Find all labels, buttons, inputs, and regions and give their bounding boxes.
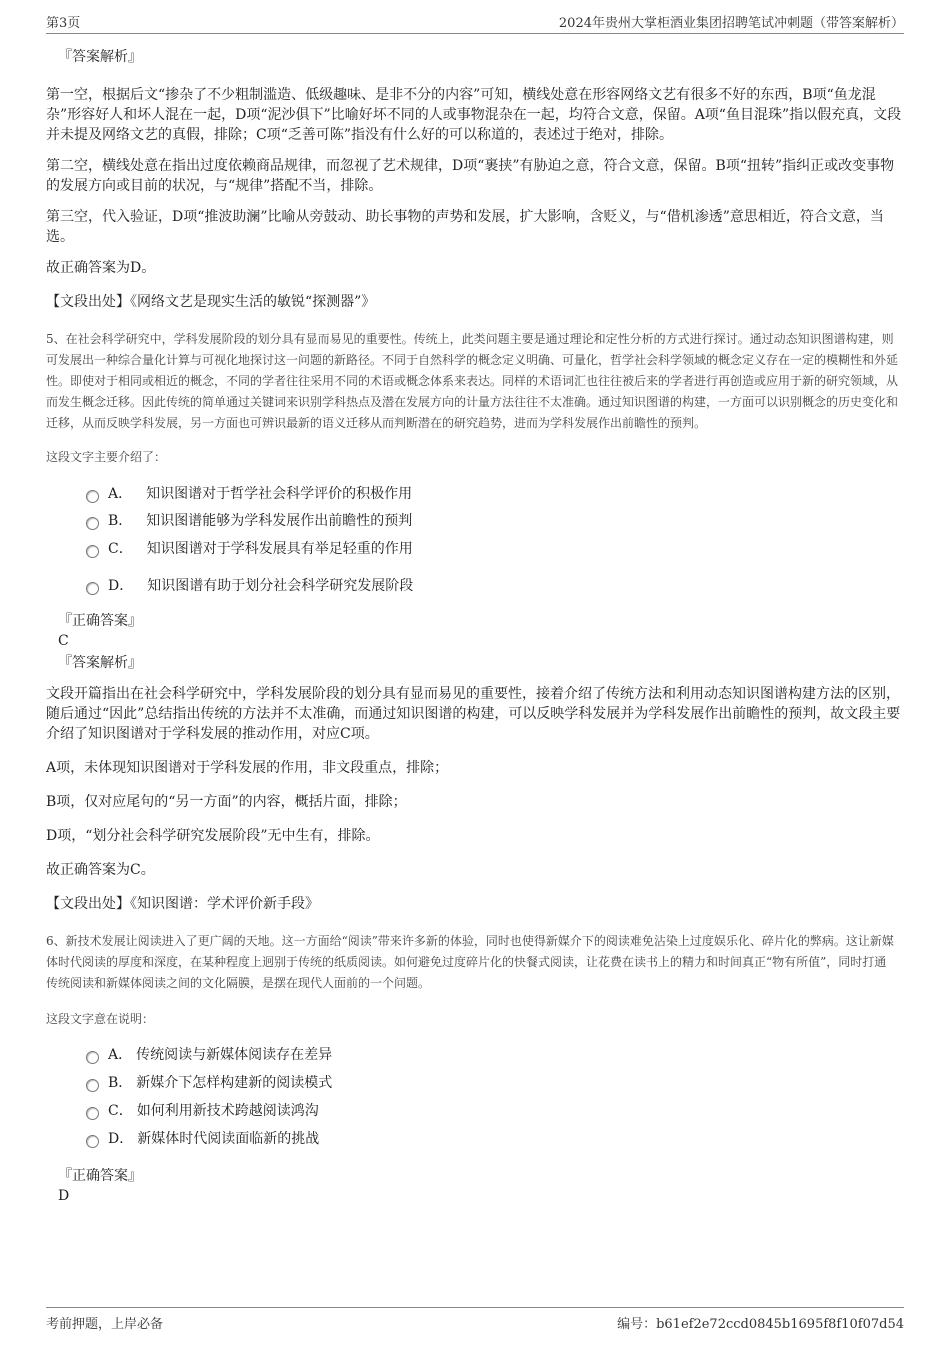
radio-icon[interactable] [86, 1051, 99, 1064]
option-text: 知识图谱能够为学科发展作出前瞻性的预判 [146, 513, 413, 529]
analysis-paragraph: 第三空，代入验证，D项“推波助澜”比喻从旁鼓动、助长事物的声势和发展，扩大影响，含贬义，与“借机渗透”意思相近，符合文意，当选。 [46, 209, 884, 245]
options-list [46, 480, 904, 599]
header-divider [46, 33, 904, 34]
option-label: B． [108, 1075, 133, 1091]
question-text: 6、新技术发展让阅读进入了更广阔的天地。这一方面给“阅读”带来许多新的体验，同时也使得新媒介下的阅读难免沾染上过度娱乐化、碎片化的弊病。这让新媒体时代阅读的厚度和深度，在某种程度上迥别于传统的纸质阅读。如何避免过度碎片化的快餐式阅读，让花费在读书上的精力和时间真正“物有所值”，同时打通传统阅读和新媒体阅读之间的文化隔膜，是摆在现代人面前的一个问题。 [46, 934, 894, 990]
radio-icon[interactable] [86, 582, 99, 595]
analysis-paragraph: 文段开篇指出在社会科学研究中，学科发展阶段的划分具有显而易见的重要性，接着介绍了传统方法和利用动态知识图谱构建方法的区别，随后通过“因此”总结指出传统的方法并不太准确，而通过知识图谱的构建，可以反映学科发展并为学科发展作出前瞻性的预判，故文段主要介绍了知识图谱对于学科发展的推动作用，对应C项。 [46, 686, 901, 742]
radio-icon[interactable] [86, 1135, 99, 1148]
radio-icon[interactable] [86, 490, 99, 503]
correct-answer-title: 『正确答案』 [58, 613, 142, 629]
option-text: 如何利用新技术跨越阅读鸿沟 [136, 1103, 319, 1119]
footer-divider [46, 1307, 904, 1308]
page-content [46, 40, 904, 1206]
footer-slogan: 考前押题，上岸必备 [46, 1317, 164, 1332]
conclusion: 故正确答案为D。 [46, 260, 156, 276]
correct-answer-title: 『正确答案』 [58, 1168, 142, 1184]
answer-analysis-title: 『答案解析』 [58, 49, 142, 65]
question-prompt: 这段文字意在说明： [46, 1012, 155, 1026]
option-label: D． [108, 1131, 134, 1147]
source-citation: 【文段出处】《知识图谱：学术评价新手段》 [46, 896, 319, 912]
radio-icon[interactable] [86, 517, 99, 530]
answer-analysis-title: 『答案解析』 [58, 655, 142, 671]
option-label: C． [108, 1103, 133, 1119]
option-text: 新媒体时代阅读面临新的挑战 [137, 1131, 320, 1147]
option-d[interactable] [86, 1124, 904, 1152]
options-list [46, 1040, 904, 1152]
option-d[interactable] [86, 571, 904, 599]
correct-answer: C [58, 633, 69, 649]
option-text: 知识图谱对于学科发展具有举足轻重的作用 [146, 541, 413, 557]
option-text: 知识图谱对于哲学社会科学评价的积极作用 [146, 486, 413, 502]
source-citation: 【文段出处】《网络文艺是现实生活的敏锐“探测器”》 [46, 294, 376, 310]
option-text: 新媒介下怎样构建新的阅读模式 [136, 1075, 333, 1091]
option-label: A． [108, 1047, 133, 1063]
analysis-paragraph: 第一空，根据后文“掺杂了不少粗制滥造、低级趣味、是非不分的内容”可知，横线处意在形容网络文艺有很多不好的东西，B项“鱼龙混杂”形容好人和坏人混在一起，D项“泥沙俱下”比喻好坏不同的人或事物混杂在一起，均符合文意，保留。A项“鱼目混珠”指以假充真，文段并未提及网络文艺的真假，排除；C项“乏善可陈”指没有什么好的可以称道的，表述过于绝对，排除。 [46, 87, 902, 143]
analysis-paragraph: D项，“划分社会科学研究发展阶段”无中生有，排除。 [46, 828, 380, 844]
question-prompt: 这段文字主要介绍了： [46, 450, 167, 464]
analysis-paragraph: 第二空，横线处意在指出过度依赖商品规律，而忽视了艺术规律，D项“裹挟”有胁迫之意，符合文意，保留。B项“扭转”指纠正或改变事物的发展方向或目前的状况，与“规律”搭配不当，排除。 [46, 158, 895, 194]
page-number: 第3页 [46, 16, 81, 31]
option-b[interactable] [86, 506, 904, 534]
question-text: 5、在社会科学研究中，学科发展阶段的划分具有显而易见的重要性。传统上，此类问题主要是通过理论和定性分析的方式进行探讨。通过动态知识图谱构建，则可发展出一种综合量化计算与可视化地探讨这一问题的新路径。不同于自然科学的概念定义明确、可量化，哲学社会科学领域的概念定义存在一定的模糊性和外延性。即使对于相同或相近的概念，不同的学者往往采用不同的术语或概念体系来表达。同样的术语词汇也往往被后来的学者进行再创造或应用于新的研究领域，从而发生概念迁移。因此传统的简单通过关键词来识别学科热点及潜在发展方向的计量方法往往不太准确。通过知识图谱的构建，一方面可以识别概念的历史变化和迁移，从而反映学科发展，另一方面也可辨识最新的语义迁移从而判断潜在的研究趋势，进而为学科发展作出前瞻性的预判。 [46, 332, 899, 430]
option-text: 知识图谱有助于划分社会科学研究发展阶段 [147, 578, 414, 594]
option-text: 传统阅读与新媒体阅读存在差异 [136, 1047, 333, 1063]
option-a[interactable] [86, 1040, 904, 1068]
document-title: 2024年贵州大掌柜酒业集团招聘笔试冲刺题（带答案解析） [558, 16, 904, 31]
option-label: C． [108, 541, 133, 557]
radio-icon[interactable] [86, 545, 99, 558]
radio-icon[interactable] [86, 1079, 99, 1092]
option-label: B． [108, 513, 133, 529]
option-label: D． [108, 578, 134, 594]
document-id: 编号：b61ef2e72ccd0845b1695f8f10f07d54 [617, 1317, 904, 1332]
option-a[interactable] [86, 480, 904, 506]
option-b[interactable] [86, 1068, 904, 1096]
analysis-paragraph: B项，仅对应尾句的“另一方面”的内容，概括片面，排除； [46, 794, 407, 810]
analysis-paragraph: A项，未体现知识图谱对于学科发展的作用，非文段重点，排除； [46, 760, 449, 776]
correct-answer: D [58, 1188, 70, 1204]
radio-icon[interactable] [86, 1107, 99, 1120]
option-c[interactable] [86, 1096, 904, 1124]
conclusion: 故正确答案为C。 [46, 862, 155, 878]
option-c[interactable] [86, 534, 904, 562]
option-label: A． [108, 486, 133, 502]
